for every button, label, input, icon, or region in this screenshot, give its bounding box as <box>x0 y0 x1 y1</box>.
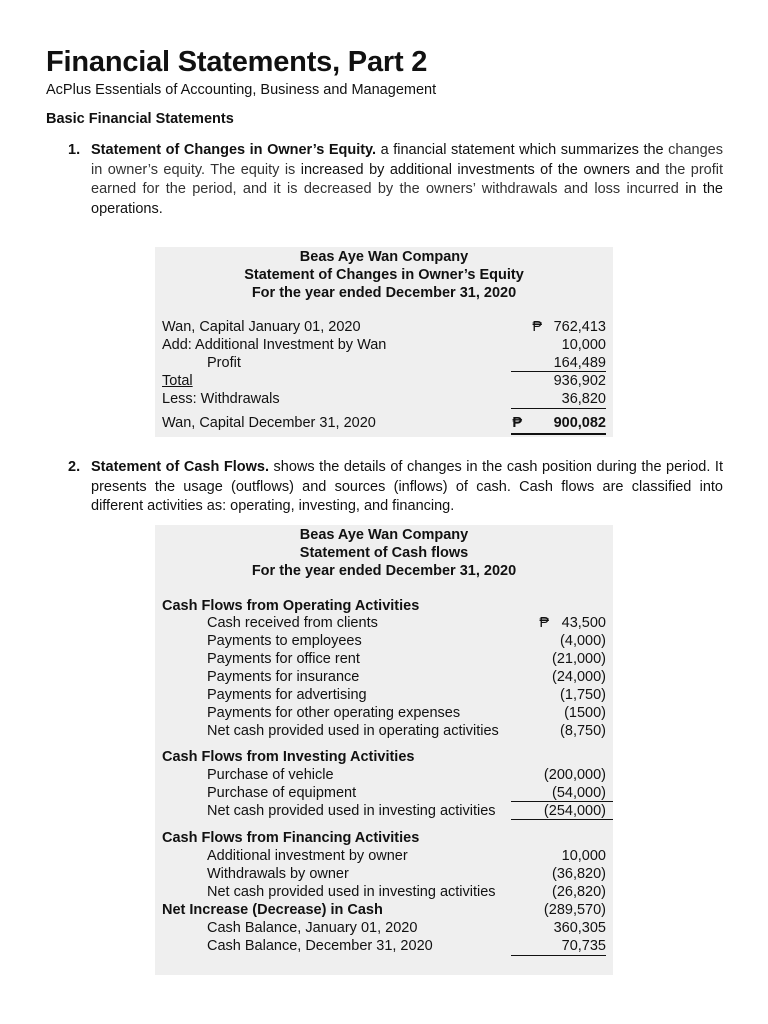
section-heading-financing <box>162 829 606 847</box>
row-value: 936,902 <box>553 373 606 389</box>
page-title: Financial Statements, Part 2 <box>46 46 428 78</box>
cashflow-row <box>162 704 606 722</box>
equity-row <box>162 354 606 372</box>
statement-title: Statement of Cash flows <box>299 545 469 561</box>
row-label: Profit <box>207 355 241 371</box>
row-label: Cash Flows from Investing Activities <box>162 749 415 765</box>
statement-title: Statement of Changes in Owner’s Equity <box>244 267 524 283</box>
row-value: 360,305 <box>553 920 606 936</box>
row-value: (54,000) <box>551 785 606 801</box>
definition-item-2 <box>68 458 723 517</box>
row-value: 43,500 <box>561 615 606 631</box>
cashflow-row <box>162 784 606 802</box>
cashflow-row <box>162 650 606 668</box>
row-label: Payments for office rent <box>207 651 360 667</box>
row-label: Payments for other operating expenses <box>207 705 461 721</box>
item-number: 1. <box>68 142 81 158</box>
row-value: 762,413 <box>553 319 606 335</box>
equity-row <box>162 336 606 354</box>
cashflow-row <box>162 919 606 937</box>
currency-symbol: ₱ <box>532 319 542 335</box>
row-label: Cash Balance, January 01, 2020 <box>207 920 418 936</box>
item-number: 2. <box>68 459 81 475</box>
row-value: (200,000) <box>543 767 606 783</box>
row-value: 10,000 <box>561 337 606 353</box>
company-name: Beas Aye Wan Company <box>299 527 469 543</box>
cashflow-row <box>162 847 606 865</box>
equity-statement <box>155 247 613 437</box>
section-heading: Basic Financial Statements <box>46 111 234 127</box>
row-label: Net cash provided used in investing activities <box>207 803 496 819</box>
row-value: (4,000) <box>560 633 606 649</box>
cashflow-row <box>162 722 606 740</box>
cashflow-row <box>162 883 606 901</box>
row-value: (1,750) <box>560 687 606 703</box>
cashflow-row <box>162 865 606 883</box>
page-subtitle: AcPlus Essentials of Accounting, Business and Management <box>46 82 437 98</box>
cashflow-row <box>162 614 606 632</box>
row-value: (8,750) <box>560 723 606 739</box>
statement-period: For the year ended December 31, 2020 <box>251 563 517 579</box>
definition-term: Statement of Changes in Owner’s Equity. <box>91 142 377 158</box>
row-label: Additional investment by owner <box>207 848 408 864</box>
row-value: 36,820 <box>561 391 606 407</box>
net-increase-row <box>162 901 606 919</box>
row-label: Cash Flows from Financing Activities <box>162 830 420 846</box>
row-label: Purchase of equipment <box>207 785 357 801</box>
row-label: Net cash provided used in operating activities <box>207 723 499 739</box>
section-heading-operating <box>162 597 606 615</box>
definition-text: changes in owner’s equity. The equity is <box>91 142 723 178</box>
row-value: (21,000) <box>551 651 606 667</box>
definition-term: Statement of Cash Flows. <box>91 459 269 475</box>
row-label: Wan, Capital December 31, 2020 <box>162 415 376 431</box>
row-label: Payments for insurance <box>207 669 360 685</box>
definition-text: the profit earned for the period, and it is <box>91 161 723 197</box>
row-label: Payments for advertising <box>207 687 367 703</box>
row-value: (24,000) <box>551 669 606 685</box>
row-value: 900,082 <box>553 415 606 431</box>
cashflow-row <box>162 766 606 784</box>
definition-text: decreased by the owners’ withdrawals and loss incurred <box>303 181 679 197</box>
statement-period: For the year ended December 31, 2020 <box>251 285 517 301</box>
row-label: Add: Additional Investment by Wan <box>162 337 387 353</box>
cashflow-row <box>162 632 606 650</box>
definition-item-1 <box>68 141 723 219</box>
row-label: Withdrawals by owner <box>207 866 349 882</box>
row-value: 164,489 <box>553 355 606 371</box>
row-value: 70,735 <box>561 938 606 954</box>
row-label: Total <box>162 373 193 389</box>
row-label: Cash Flows from Operating Activities <box>162 598 420 614</box>
row-label: Net cash provided used in investing activities <box>207 884 496 900</box>
row-label: Wan, Capital January 01, 2020 <box>162 319 361 335</box>
row-label: Cash received from clients <box>207 615 378 631</box>
row-value: (1500) <box>564 705 606 721</box>
cashflow-row <box>162 668 606 686</box>
total-rule <box>511 955 606 956</box>
row-label: Net Increase (Decrease) in Cash <box>162 902 383 918</box>
row-value: (289,570) <box>543 902 606 918</box>
total-double-rule <box>511 433 606 435</box>
row-label: Cash Balance, December 31, 2020 <box>207 938 433 954</box>
row-value: (26,820) <box>551 884 606 900</box>
cash-flow-statement <box>155 525 613 975</box>
row-label: Purchase of vehicle <box>207 767 334 783</box>
equity-row <box>162 372 606 390</box>
row-value: 10,000 <box>561 848 606 864</box>
section-heading-investing <box>162 748 606 766</box>
row-value: (254,000) <box>543 803 606 819</box>
company-name: Beas Aye Wan Company <box>299 249 469 265</box>
currency-symbol: ₱ <box>512 415 522 431</box>
cashflow-row <box>162 686 606 704</box>
cashflow-row <box>162 937 606 955</box>
equity-row <box>162 390 606 408</box>
row-value: (36,820) <box>551 866 606 882</box>
definition-text: shows the details of changes in the cash position during the period. It presents the usage (outflows) and sources (inflows) of cash. Cash flows are classified into different activities as: operating, investing, and financing. <box>91 459 723 514</box>
equity-row <box>162 318 606 336</box>
definition-text: in the operations. <box>91 181 723 217</box>
definition-text: a financial statement which summarizes the <box>376 142 669 158</box>
currency-symbol: ₱ <box>539 615 549 631</box>
cashflow-row <box>162 802 606 820</box>
row-label: Payments to employees <box>207 633 362 649</box>
row-label: Less: Withdrawals <box>162 391 280 407</box>
equity-row <box>162 414 606 432</box>
subtotal-rule <box>511 819 613 820</box>
definition-text: increased by additional investments of the owners and <box>300 161 660 178</box>
subtotal-rule <box>511 408 606 409</box>
